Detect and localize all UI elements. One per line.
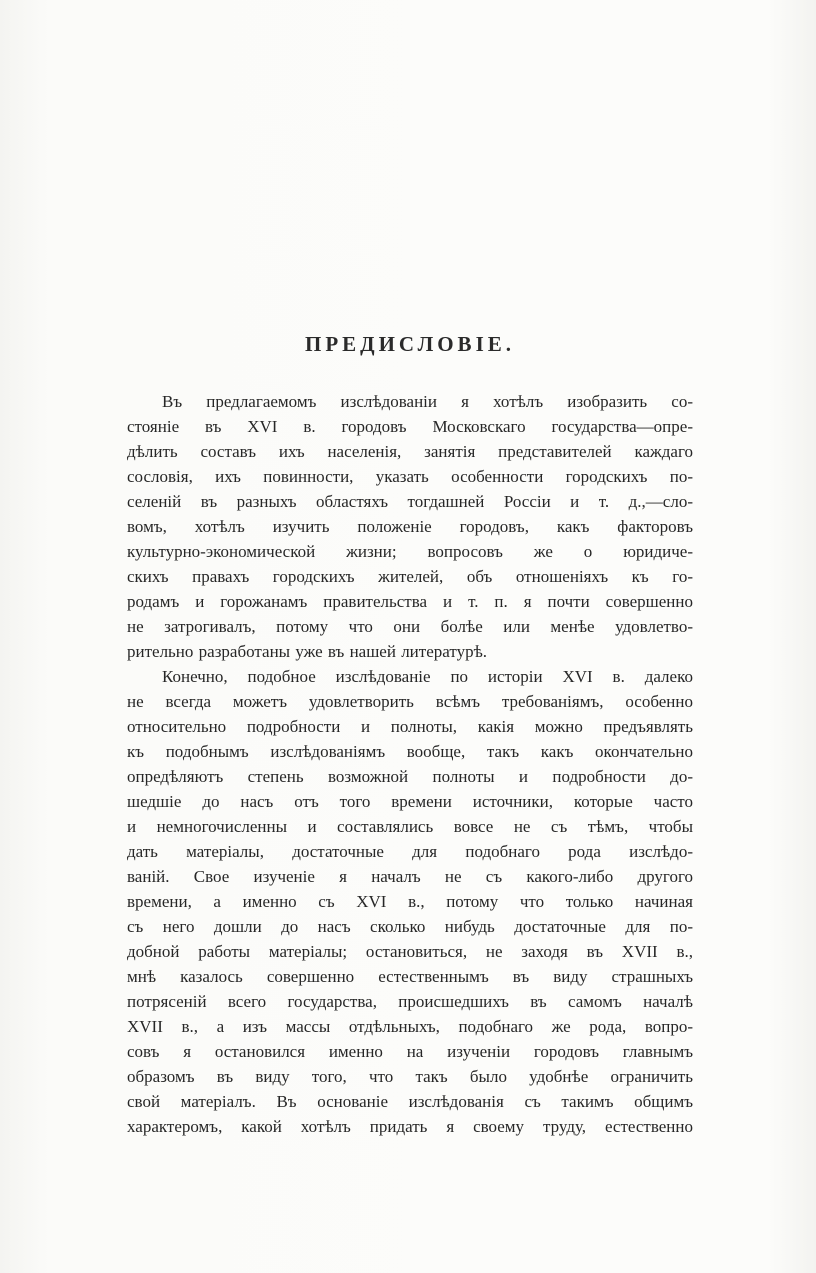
text-line: относительно подробности и полноты, какія можно предъявлять (127, 717, 693, 736)
paragraph (127, 389, 693, 664)
text-line: ваній. Свое изученіе я началъ не съ какого-либо другого (127, 867, 693, 886)
text-line: Въ предлагаемомъ изслѣдованіи я хотѣлъ изобразить со- (162, 392, 693, 411)
text-line: скихъ правахъ городскихъ жителей, объ отношеніяхъ къ го- (127, 567, 693, 586)
text-line: селеній въ разныхъ областяхъ тогдашней Россіи и т. д.,—сло- (127, 492, 693, 511)
text-line: потрясеній всего государства, происшедшихъ въ самомъ началѣ (127, 992, 693, 1011)
text-line: Конечно, подобное изслѣдованіе по исторіи XVI в. далеко (162, 667, 693, 686)
text-line: добной работы матеріалы; остановиться, не заходя въ XVII в., (127, 942, 693, 961)
text-line: сословія, ихъ повинности, указать особенности городскихъ по- (127, 467, 693, 486)
text-line: времени, а именно съ XVI в., потому что только начиная (127, 892, 693, 911)
text-line: родамъ и горожанамъ правительства и т. п. я почти совершенно (127, 592, 693, 611)
text-line: стояніе въ XVI в. городовъ Московскаго государства—опре- (127, 417, 693, 436)
text-line: мнѣ казалось совершенно естественнымъ въ виду страшныхъ (127, 967, 693, 986)
text-block (127, 332, 693, 1139)
text-line: совъ я остановился именно на изученіи городовъ главнымъ (127, 1042, 693, 1061)
text-line: дѣлить составъ ихъ населенія, занятія представителей каждаго (127, 442, 693, 461)
text-line: рительно разработаны уже въ нашей литературѣ. (127, 642, 488, 661)
text-line: шедшіе до насъ отъ того времени источники, которые часто (127, 792, 693, 811)
text-line: вомъ, хотѣлъ изучить положеніе городовъ, какъ факторовъ (127, 517, 693, 536)
text-line: характеромъ, какой хотѣлъ придать я своему труду, естественно (127, 1117, 693, 1136)
text-line: культурно-экономической жизни; вопросовъ же о юридиче- (127, 542, 693, 561)
text-line: къ подобнымъ изслѣдованіямъ вообще, такъ какъ окончательно (127, 742, 693, 761)
page-title: ПРЕДИСЛОВІЕ. (304, 332, 515, 356)
text-line: образомъ въ виду того, что такъ было удобнѣе ограничить (127, 1067, 693, 1086)
text-line: свой матеріалъ. Въ основаніе изслѣдованія съ такимъ общимъ (127, 1092, 693, 1111)
paragraphs-container (127, 389, 693, 1139)
text-line: и немногочисленны и составлялись вовсе не съ тѣмъ, чтобы (127, 817, 693, 836)
text-line: опредѣляютъ степень возможной полноты и подробности до- (127, 767, 693, 786)
paragraph (127, 664, 693, 1139)
text-line: не затрогивалъ, потому что они болѣе или менѣе удовлетво- (127, 617, 693, 636)
text-line: XVII в., а изъ массы отдѣльныхъ, подобнаго же рода, вопро- (127, 1017, 693, 1036)
text-line: не всегда можетъ удовлетворить всѣмъ требованіямъ, особенно (127, 692, 693, 711)
text-line: дать матеріалы, достаточные для подобнаго рода изслѣдо- (127, 842, 693, 861)
text-line: съ него дошли до насъ сколько нибудь достаточные для по- (127, 917, 693, 936)
